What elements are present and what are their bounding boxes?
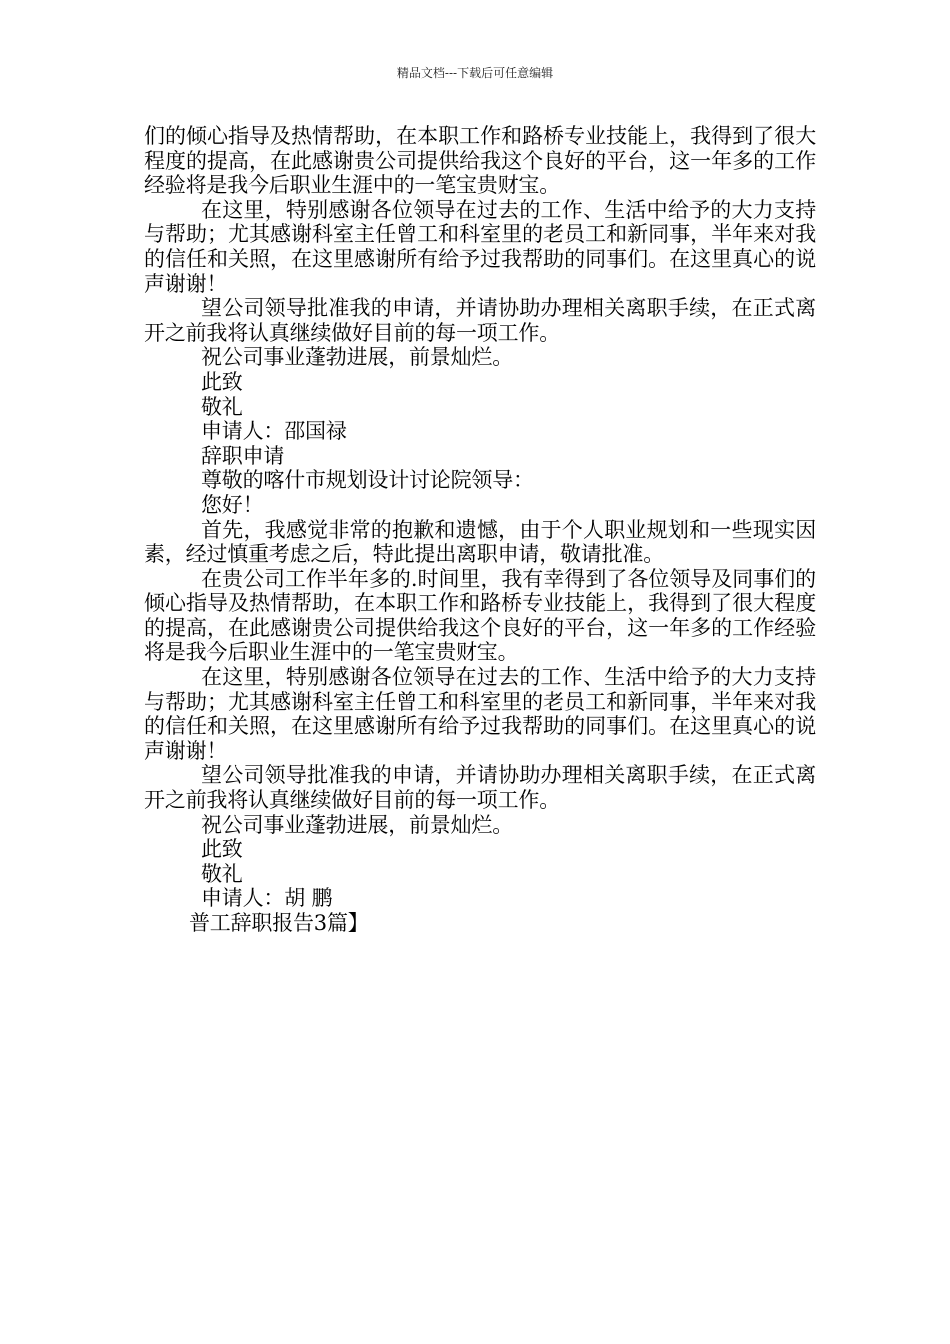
- paragraph: 祝公司事业蓬勃进展，前景灿烂。: [201, 812, 513, 837]
- paragraph: 在贵公司工作半年多的.时间里，我有幸得到了各位领导及同事们的倾心指导及热情帮助，在本职工作和路桥专业技能上，我得到了很大程度的提高，在此感谢贵公司提供给我这个良好的平台，这一年多的工作经验将是我今后职业生涯中的一笔宝贵财宝。: [144, 566, 816, 665]
- paragraph: 望公司领导批准我的申请，并请协助办理相关离职手续，在正式离开之前我将认真继续做好目前的每一项工作。: [144, 296, 816, 345]
- paragraph: 祝公司事业蓬勃进展，前景灿烂。: [201, 345, 513, 370]
- closing-line: 此致: [201, 369, 243, 394]
- signature-line: 申请人：邵国禄: [201, 419, 347, 444]
- signature-line: 申请人：胡 鹏: [201, 886, 333, 911]
- closing-line: 此致: [201, 837, 243, 862]
- paragraph: 望公司领导批准我的申请，并请协助办理相关离职手续，在正式离开之前我将认真继续做好目前的每一项工作。: [144, 763, 816, 813]
- paragraph: 在这里，特别感谢各位领导在过去的工作、生活中给予的大力支持与帮助；尤其感谢科室主任曾工和科室里的老员工和新同事，半年来对我的信任和关照，在这里感谢所有给予过我帮助的同事们。在这里真心的说声谢谢！: [144, 197, 816, 296]
- section-title: 辞职申请: [201, 443, 285, 468]
- paragraph: 在这里，特别感谢各位领导在过去的工作、生活中给予的大力支持与帮助；尤其感谢科室主任曾工和科室里的老员工和新同事，半年来对我的信任和关照，在这里感谢所有给予过我帮助的同事们。在这里真心的说声谢谢！: [144, 665, 816, 763]
- paragraph: 们的倾心指导及热情帮助，在本职工作和路桥专业技能上，我得到了很大程度的提高，在此感谢贵公司提供给我这个良好的平台，这一年多的工作经验将是我今后职业生涯中的一笔宝贵财宝。: [144, 124, 816, 198]
- closing-line: 敬礼: [201, 861, 243, 886]
- paragraph: 首先，我感觉非常的抱歉和遗憾，由于个人职业规划和一些现实因素，经过慎重考虑之后，特此提出离职申请，敬请批准。: [144, 517, 816, 567]
- document-body: [144, 124, 816, 936]
- salutation: 尊敬的喀什市规划设计讨论院领导：: [201, 468, 534, 493]
- footer-line: 普工辞职报告3篇】: [189, 911, 369, 935]
- greeting: 您好！: [201, 492, 264, 517]
- closing-line: 敬礼: [201, 394, 243, 419]
- page-header: 精品文档---下载后可任意编辑: [396, 66, 554, 80]
